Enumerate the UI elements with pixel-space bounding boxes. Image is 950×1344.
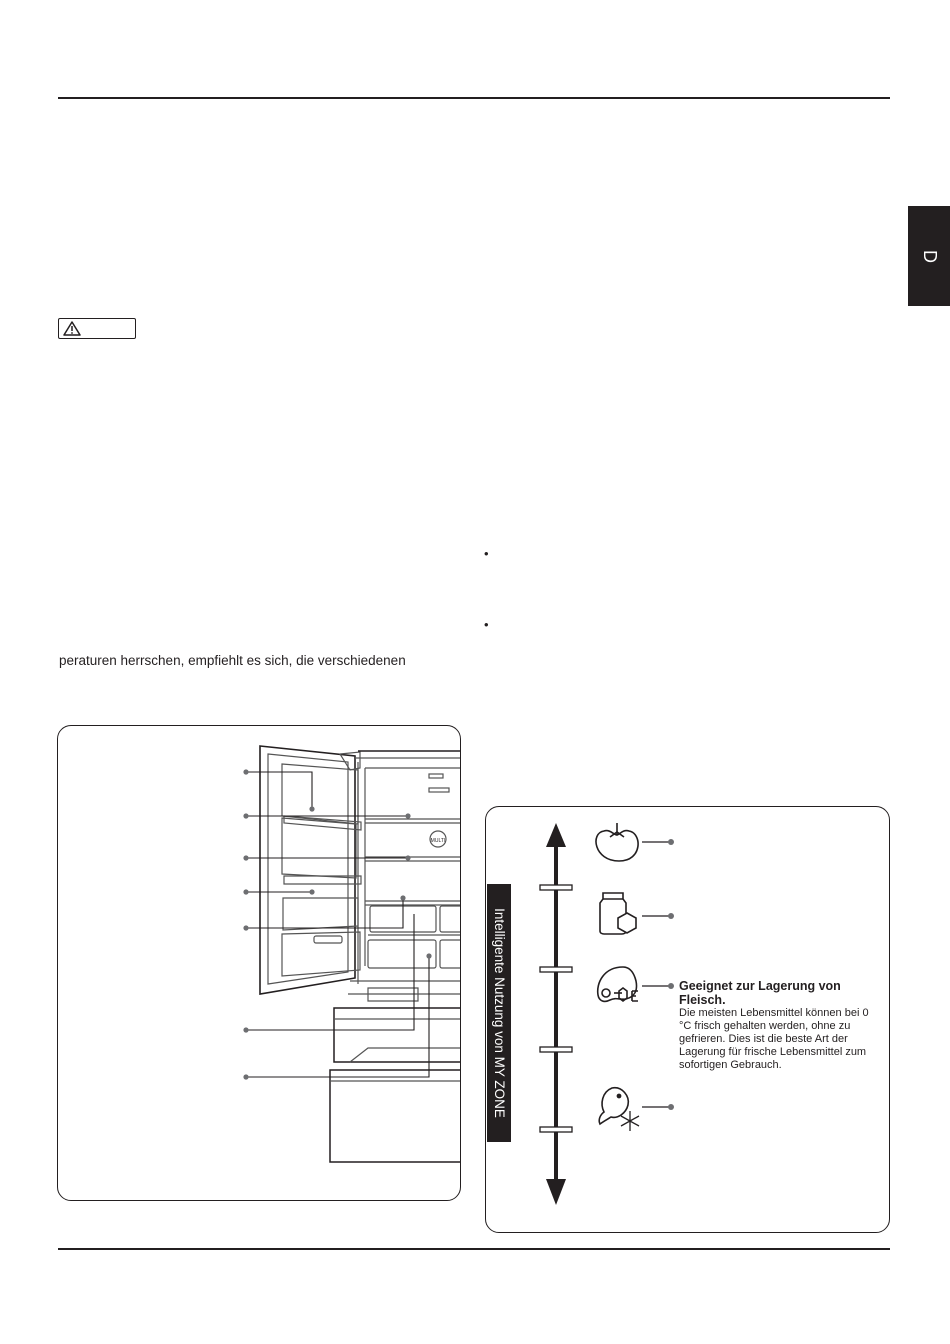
bottom-rule bbox=[58, 1248, 890, 1250]
fridge-diagram-panel bbox=[57, 725, 461, 1201]
bullet-point: • bbox=[484, 617, 489, 632]
top-rule bbox=[58, 97, 890, 99]
fish-icon bbox=[599, 1088, 639, 1131]
body-text-line: peraturen herrschen, empfiehlt es sich, die verschiedenen bbox=[59, 653, 406, 668]
my-zone-axis-label-text: Intelligente Nutzung von MY ZONE bbox=[492, 908, 507, 1118]
fridge-illustration bbox=[58, 726, 461, 1201]
warning-box bbox=[58, 318, 136, 339]
bullet-point: • bbox=[484, 546, 489, 561]
language-tab-label: D bbox=[919, 249, 940, 263]
jar-icon bbox=[600, 893, 636, 934]
meat-icon bbox=[598, 967, 638, 1001]
multi-badge-text: MULTI bbox=[430, 838, 446, 844]
tomato-icon bbox=[596, 823, 638, 861]
my-zone-panel bbox=[485, 806, 890, 1233]
my-zone-axis-label bbox=[487, 884, 511, 1142]
meat-zone-description: Die meisten Lebensmittel können bei 0 °C frisch gehalten werden, ohne zu gefrieren. Dies ist die beste Art der Lagerung für frische Lebensmittel zum sofortigen Gebrauch. bbox=[679, 1007, 869, 1071]
language-tab bbox=[908, 206, 950, 306]
meat-zone-heading: Geeignet zur Lagerung von Fleisch. bbox=[679, 979, 841, 1007]
warning-triangle-icon bbox=[63, 321, 81, 336]
